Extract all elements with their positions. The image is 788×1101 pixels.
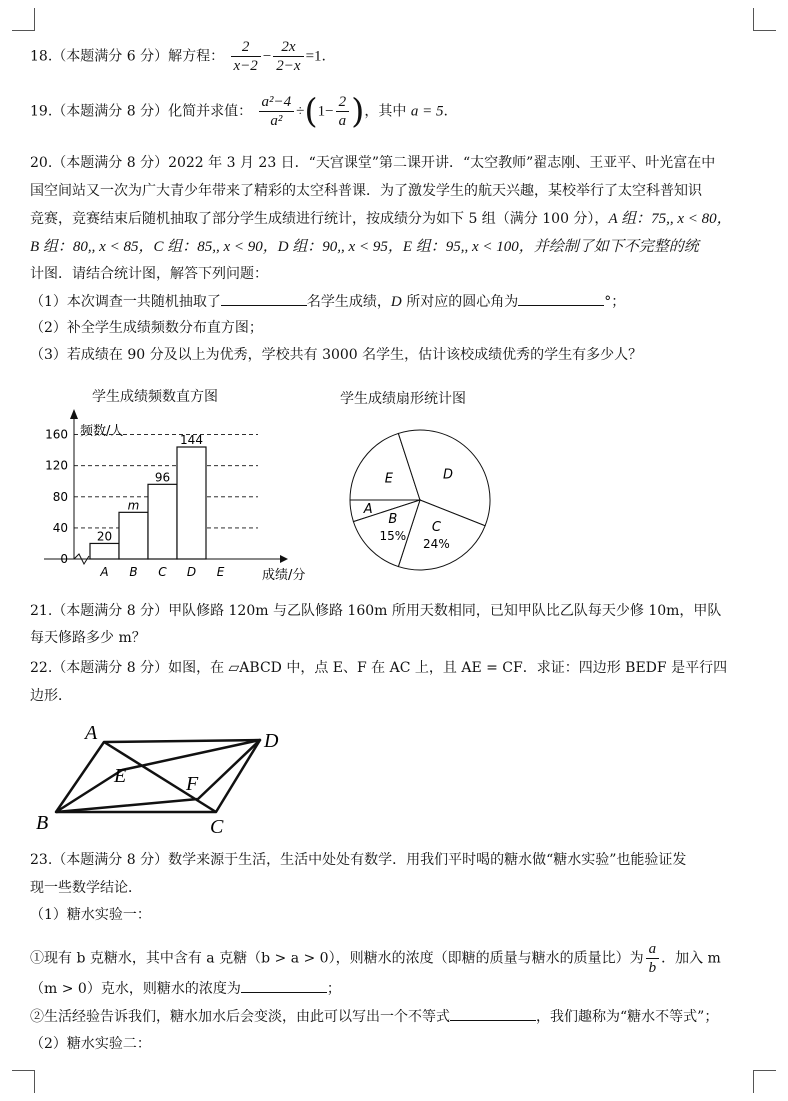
q21-line-1: 21.（本题满分 8 分）甲队修路 120m 与乙队修路 160m 所用天数相同，已知甲队比乙队每天少修 10m，甲队 [30, 603, 722, 619]
q23-item-2: ②生活经验告诉我们，糖水加水后会变淡，由此可以写出一个不等式 ，我们趣称为“糖水不等式”； [30, 1006, 762, 1027]
q23-item-1: ①现有 b 克糖水，其中含有 a 克糖（b > a > 0），则糖水的浓度（即糖的质量与糖水的质量比）为 $\frac{a}{b}$ ．加入 m [30, 941, 721, 976]
crop-mark-top-left [12, 8, 35, 31]
label-d: D [264, 730, 279, 752]
parallelogram-figure [30, 715, 310, 845]
slice-label-C: C [431, 519, 441, 535]
q18-fraction-1: $\frac{2}{x-2}$ [231, 38, 261, 75]
label-e: E [114, 765, 127, 787]
y-tick-120: 120 [45, 458, 68, 473]
y-tick-80: 80 [52, 489, 68, 504]
label-a: A [85, 722, 98, 744]
x-tick-B: B [129, 565, 138, 579]
y-tick-0: 0 [60, 552, 68, 566]
crop-mark-bottom-right [753, 1070, 776, 1093]
answer-blank-2[interactable] [518, 291, 604, 306]
crop-mark-bottom-left [12, 1070, 35, 1093]
answer-blank-4[interactable] [450, 1006, 536, 1021]
histogram-title: 学生成绩频数直方图 [92, 389, 218, 405]
pie-chart [335, 415, 505, 585]
bar-label-A: 20 [96, 529, 113, 544]
q19-condition: a = 5 [410, 103, 444, 120]
q20-line-1: 20.（本题满分 8 分）2022 年 3 月 23 日．“天宫课堂”第二课开讲．“太空教师”翟志刚、王亚平、叶光富在中 [30, 155, 716, 171]
bar-A [90, 543, 119, 559]
bar-label-D: 144 [180, 433, 203, 447]
q23-line-1: 23.（本题满分 8 分）数学来源于生活，生活中处处有数学．用我们平时喝的糖水做“糖水实验”也能验证发 [30, 852, 687, 868]
q21-line-2: 每天修路多少 m？ [30, 630, 146, 646]
y-axis-arrow [70, 409, 78, 419]
slice-label-D: D [443, 467, 454, 483]
x-axis-label: 成绩/分 [262, 568, 306, 583]
bar-label-C: 96 [154, 470, 171, 485]
q20-sub-2: （2）补全学生成绩频数分布直方图； [30, 320, 263, 336]
slice-label-B: B [388, 512, 398, 528]
x-tick-A: A [100, 565, 109, 579]
bar-C [148, 484, 177, 559]
x-tick-C: C [158, 565, 167, 579]
q18-fraction-2: $\frac{2x}{2-x}$ [273, 38, 303, 75]
y-axis-label: 频数/人 [80, 424, 124, 439]
slice-label-E: E [384, 471, 393, 487]
q20-line-5: 计图．请结合统计图，解答下列问题： [30, 266, 268, 282]
q19-fraction: $\frac{\text{a²−4}}{\text{a²}}$ [259, 93, 295, 130]
q20-line-2: 国空间站又一次为广大青少年带来了精彩的太空科普课．为了激发学生的航天兴趣，某校举行了太空科普知识 [30, 183, 702, 199]
bar-D [177, 447, 206, 559]
histogram-chart [30, 405, 320, 615]
q23-sub-2: （2）糖水实验二： [30, 1036, 151, 1052]
q22-line-2: 边形． [30, 688, 72, 704]
q23-fraction: $\frac{a}{b}$ [646, 940, 660, 977]
crop-mark-top-right [753, 8, 776, 31]
label-c: C [210, 816, 224, 838]
label-b: B [36, 812, 49, 834]
question-19: 19.（本题满分 8 分）化简并求值： $\frac{\text{a²−4}}{\text{a²}}$ ÷(1− $\frac{2}{a}$ )，其中 a = 5. [30, 91, 448, 132]
q20-sub-1: （1）本次调查一共随机抽取了 名学生成绩，D 所对应的圆心角为 °； [30, 291, 762, 312]
q20-line-3: 竞赛，竞赛结束后随机抽取了部分学生成绩进行统计，按成绩分为如下 5 组（满分 100 分），A 组：75,, x < 80， [30, 211, 732, 227]
answer-blank-3[interactable] [241, 978, 327, 993]
x-axis-arrow [280, 555, 288, 563]
x-tick-D: D [186, 565, 197, 579]
slice-percent-C: 24% [423, 536, 450, 551]
pie-title: 学生成绩扇形统计图 [340, 391, 466, 407]
slice-percent-B: 15% [379, 529, 407, 544]
question-18: 18.（本题满分 6 分）解方程： $\frac{2}{x-2}$ − $\frac{2x}{2-x}$ =1. [30, 39, 326, 74]
q22-line-1: 22.（本题满分 8 分）如图，在 ▱ABCD 中，点 E、F 在 AC 上，且 AE = CF．求证：四边形 BEDF 是平行四 [30, 660, 728, 676]
q23-item-1-cont: （m > 0）克水，则糖水的浓度为 ； [30, 978, 762, 999]
q19-inner-fraction: $\frac{2}{a}$ [336, 93, 350, 130]
x-tick-E: E [216, 565, 225, 579]
bar-label-B: m [127, 498, 140, 513]
q23-line-2: 现一些数学结论． [30, 880, 142, 896]
y-tick-40: 40 [52, 520, 68, 535]
y-tick-160: 160 [45, 427, 68, 442]
answer-blank-1[interactable] [221, 291, 307, 306]
q20-sub-3: （3）若成绩在 90 分及以上为优秀，学校共有 3000 名学生，估计该校成绩优秀的学生有多少人？ [30, 347, 643, 363]
q18-minus: − [262, 48, 272, 65]
q20-line-4: B 组：80,, x < 85，C 组：85,, x < 90，D 组：90,, x < 95，E 组：95,, x < 100，并绘制了如下不完整的统 [30, 239, 699, 255]
q19-prefix: 19.（本题满分 8 分）化简并求值： [30, 103, 253, 120]
q18-prefix: 18.（本题满分 6 分）解方程： [30, 48, 225, 65]
label-f: F [186, 773, 199, 795]
bar-B [119, 512, 148, 559]
q18-rhs: =1 [305, 48, 322, 65]
slice-label-A: A [363, 502, 373, 518]
q23-sub-1: （1）糖水实验一： [30, 907, 151, 923]
